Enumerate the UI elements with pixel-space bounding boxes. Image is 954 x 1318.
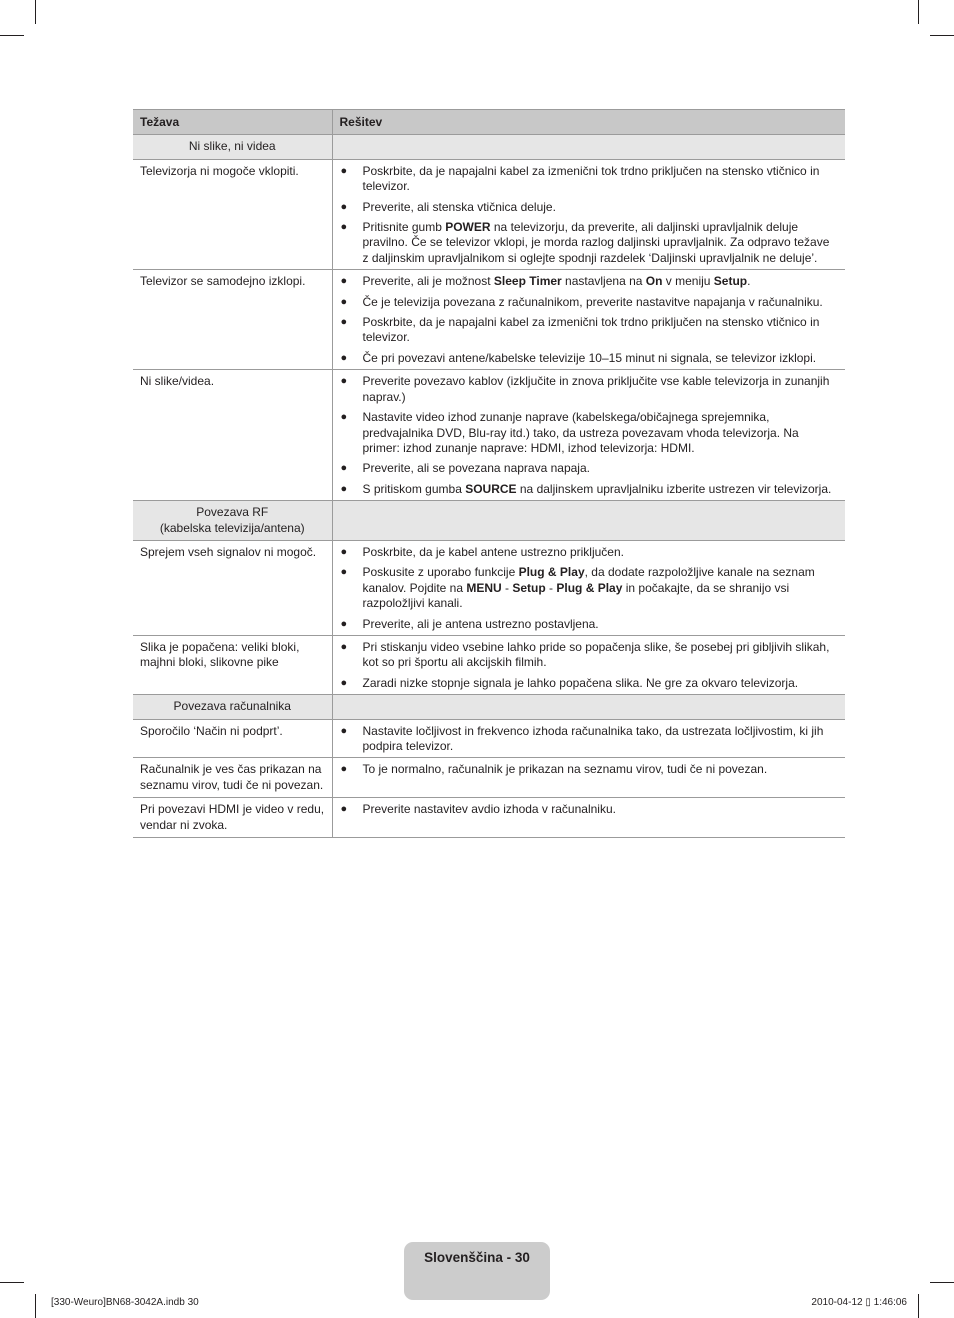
solution-list: [339, 274, 839, 366]
header-problem: Težava: [133, 110, 332, 135]
solution-item: [339, 676, 839, 691]
solution-text: Poskrbite, da je napajalni kabel za izmenični tok trdno priključen na stensko vtičnico in televizor.: [362, 315, 820, 345]
solution-text: Preverite nastavitev avdio izhoda v računalniku.: [362, 802, 616, 817]
solution-text: Pri stiskanju video vsebine lahko pride so popačenja slike, še posebej pri gibljivih slikah, kot so pri športu ali akcijskih filmih.: [362, 639, 830, 670]
solution-list: [339, 374, 839, 497]
problem-cell: Pri povezavi HDMI je video v redu, vendar ni zvoka.: [133, 798, 332, 838]
solution-list: [339, 724, 839, 755]
bullet-icon: ●: [340, 482, 348, 495]
solution-text: Preverite povezavo kablov (izključite in znova priključite vse kable televizorja in zunanjih naprav.): [362, 374, 830, 404]
problem-cell: Računalnik je ves čas prikazan na seznamu virov, tudi če ni povezan.: [133, 758, 332, 798]
bullet-icon: ●: [340, 617, 348, 630]
bullet-icon: ●: [340, 462, 348, 475]
bullet-icon: ●: [340, 375, 348, 388]
solution-cell: [332, 540, 845, 635]
solution-text: Zaradi nizke stopnje signala je lahko popačena slika. Ne gre za okvaro televizorja.: [362, 675, 799, 690]
solution-cell: [332, 370, 845, 501]
bullet-icon: ●: [340, 275, 348, 288]
table-row: [133, 635, 845, 694]
solution-text: To je normalno, računalnik je prikazan na seznamu virov, tudi če ni povezan.: [362, 762, 768, 777]
section-row: [133, 695, 845, 719]
table-row: [133, 370, 845, 501]
solution-text: Preverite, ali je možnost: [362, 274, 494, 289]
solution-text: v meniju: [662, 274, 714, 289]
solution-list: [339, 545, 839, 632]
section-empty-cell: [332, 135, 845, 159]
solution-item: [339, 315, 839, 346]
section-title-line: (kabelska televizija/antena): [159, 520, 305, 535]
solution-text: -: [501, 580, 513, 595]
bullet-icon: ●: [340, 640, 348, 653]
bullet-icon: ●: [340, 164, 348, 177]
solution-item: [339, 351, 839, 366]
solution-text: Preverite, ali je antena ustrezno postavljena.: [362, 616, 599, 631]
solution-text: na daljinskem upravljalniku izberite ustrezen vir televizorja.: [516, 481, 832, 496]
solution-text-bold: Setup: [512, 580, 546, 595]
section-title-line: Ni slike, ni videa: [188, 139, 276, 154]
bullet-icon: ●: [340, 316, 348, 329]
table-row: [133, 159, 845, 269]
bullet-icon: ●: [340, 351, 348, 364]
solution-text: Če pri povezavi antene/kabelske televizije 10–15 minut ni signala, se televizor izklopi.: [362, 350, 817, 365]
section-title-line: Povezava RF: [196, 505, 269, 520]
solution-text: Nastavite ločljivost in frekvenco izhoda računalnika tako, da ustrezata ločljivostim, ki jih podpira televizor.: [362, 723, 824, 753]
solution-text: .: [747, 274, 751, 289]
table-row: [133, 798, 845, 838]
table-row: [133, 270, 845, 370]
problem-cell: Sprejem vseh signalov ni mogoč.: [133, 540, 332, 635]
section-title-line: Povezava računalnika: [173, 699, 291, 714]
solution-text-bold: MENU: [466, 580, 502, 595]
bullet-icon: ●: [340, 411, 348, 424]
solution-text-bold: On: [645, 274, 663, 289]
solution-item: [339, 374, 839, 405]
solution-item: [339, 482, 839, 497]
solution-cell: [332, 758, 845, 798]
header-solution: Rešitev: [332, 110, 845, 135]
solution-item: [339, 724, 839, 755]
section-empty-cell: [332, 501, 845, 541]
bullet-icon: ●: [340, 200, 348, 213]
problem-cell: Televizorja ni mogoče vklopiti.: [133, 159, 332, 269]
solution-text: Preverite, ali se povezana naprava napaja.: [362, 461, 590, 476]
solution-list: [339, 640, 839, 691]
section-title: [133, 695, 332, 719]
bullet-icon: ●: [340, 803, 348, 816]
crop-mark: [930, 35, 954, 36]
solution-list: [339, 762, 839, 777]
crop-mark: [0, 35, 24, 36]
solution-text: Poskrbite, da je kabel antene ustrezno priključen.: [362, 544, 624, 559]
solution-cell: [332, 798, 845, 838]
problem-cell: Ni slike/videa.: [133, 370, 332, 501]
solution-text: Pritisnite gumb: [362, 220, 446, 235]
solution-item: [339, 565, 839, 611]
solution-text: Preverite, ali stenska vtičnica deluje.: [362, 199, 556, 214]
problem-cell: Televizor se samodejno izklopi.: [133, 270, 332, 370]
print-slug-date: 2010-04-12 ▯ 1:46:06: [811, 1297, 907, 1308]
solution-list: [339, 164, 839, 266]
solution-cell: [332, 159, 845, 269]
solution-text-bold: Plug & Play: [556, 580, 623, 595]
solution-item: [339, 461, 839, 476]
crop-mark: [918, 1294, 919, 1318]
solution-text: Poskrbite, da je napajalni kabel za izmenični tok trdno priključen na stensko vtičnico in televizor.: [362, 163, 820, 194]
solution-cell: [332, 635, 845, 694]
solution-text-bold: Sleep Timer: [493, 274, 562, 289]
crop-mark: [930, 1282, 954, 1283]
solution-item: [339, 274, 839, 289]
print-slug-file: [330-Weuro]BN68-3042A.indb 30: [51, 1297, 199, 1308]
solution-item: [339, 164, 839, 195]
solution-item: [339, 200, 839, 215]
table-body: [133, 135, 845, 838]
solution-text-bold: Plug & Play: [518, 565, 585, 580]
section-row: [133, 135, 845, 159]
solution-item: [339, 220, 839, 266]
page-number-label: Slovenščina - 30: [404, 1242, 550, 1300]
crop-mark: [35, 0, 36, 24]
problem-cell: Slika je popačena: veliki bloki, majhni bloki, slikovne pike: [133, 635, 332, 694]
bullet-icon: ●: [340, 763, 348, 776]
crop-mark: [0, 1282, 24, 1283]
troubleshooting-table: [133, 109, 845, 838]
solution-item: [339, 640, 839, 671]
solution-text: Poskusite z uporabo funkcije: [362, 565, 519, 580]
bullet-icon: ●: [340, 545, 348, 558]
solution-text-bold: Setup: [713, 274, 748, 289]
solution-text-bold: SOURCE: [465, 481, 517, 496]
solution-cell: [332, 270, 845, 370]
solution-text-bold: POWER: [445, 220, 491, 235]
solution-list: [339, 802, 839, 817]
section-title: [133, 501, 332, 541]
solution-text: in počakajte, da se shranijo vsi razpoložljivi kanali.: [362, 580, 790, 611]
bullet-icon: ●: [340, 676, 348, 689]
crop-mark: [35, 1294, 36, 1318]
solution-text: , da dodate razpoložljive kanale na seznam kanalov. Pojdite na: [362, 565, 815, 595]
table-row: [133, 758, 845, 798]
bullet-icon: ●: [340, 724, 348, 737]
problem-cell: Sporočilo ‘Način ni podprt’.: [133, 719, 332, 758]
solution-text: nastavljena na: [561, 274, 646, 289]
crop-mark: [918, 0, 919, 24]
solution-text: Če je televizija povezana z računalnikom, preverite nastavitve napajanja v računalniku.: [362, 294, 823, 309]
solution-text: -: [545, 580, 557, 595]
solution-item: [339, 802, 839, 817]
bullet-icon: ●: [340, 221, 348, 234]
solution-text: S pritiskom gumba: [362, 481, 466, 496]
solution-item: [339, 410, 839, 456]
bullet-icon: ●: [340, 295, 348, 308]
solution-item: [339, 545, 839, 560]
solution-cell: [332, 719, 845, 758]
table-row: [133, 719, 845, 758]
solution-item: [339, 617, 839, 632]
solution-text: na televizorju, da preverite, ali daljinski upravljalnik deluje pravilno. Če se televizor vklopi, je morda razlog daljinski upravljalnik. Za odpravo težave z daljinskim upravljalnikom si oglejte spodnji razdelek ‘Daljinski upravljalnik ne deluje’.: [362, 220, 830, 265]
solution-text: Nastavite video izhod zunanje naprave (kabelskega/običajnega sprejemnika, predvajalnika DVD, Blu-ray itd.) tako, da ustreza povezavam vhoda televizorja. Na primer: izhod zunanje naprave: HDMI, izhod televizorja: HDMI.: [362, 410, 799, 455]
section-empty-cell: [332, 695, 845, 719]
bullet-icon: ●: [340, 566, 348, 579]
table-header-row: [133, 110, 845, 135]
section-title: [133, 135, 332, 159]
section-row: [133, 501, 845, 541]
table-row: [133, 540, 845, 635]
solution-item: [339, 762, 839, 777]
solution-item: [339, 295, 839, 310]
